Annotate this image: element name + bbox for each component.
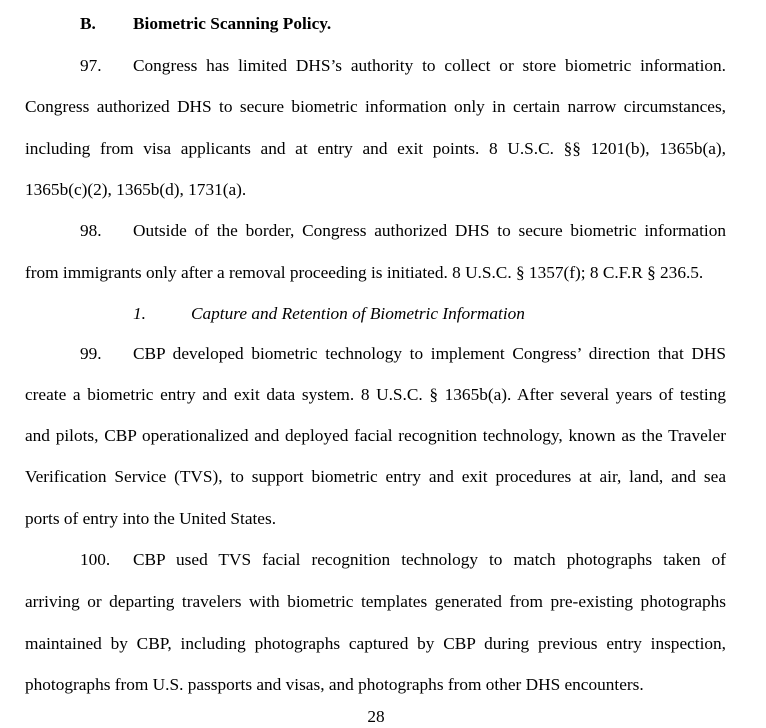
subsection-title: Capture and Retention of Biometric Information: [191, 304, 525, 323]
paragraph-line: arriving or departing travelers with biometric templates generated from pre-existing photographs: [25, 592, 726, 611]
section-letter: B.: [80, 14, 96, 33]
paragraph-number: 98.: [80, 221, 102, 240]
paragraph-line: from immigrants only after a removal proceeding is initiated. 8 U.S.C. § 1357(f); 8 C.F.R § 236.5.: [25, 263, 704, 282]
paragraph-line: CBP developed biometric technology to implement Congress’ direction that DHS: [133, 344, 726, 363]
paragraph-line: Congress authorized DHS to secure biometric information only in certain narrow circumstances,: [25, 97, 726, 116]
paragraph-line: photographs from U.S. passports and visas, and photographs from other DHS encounters.: [25, 675, 644, 694]
paragraph-line: CBP used TVS facial recognition technology to match photographs taken of: [133, 550, 726, 569]
paragraph-line: Congress has limited DHS’s authority to collect or store biometric information.: [133, 56, 726, 75]
paragraph-line: Verification Service (TVS), to support biometric entry and exit procedures at air, land, and sea: [25, 467, 726, 486]
paragraph-line: ports of entry into the United States.: [25, 509, 277, 528]
paragraph-line: Outside of the border, Congress authorized DHS to secure biometric information: [133, 221, 726, 240]
paragraph-number: 100.: [80, 550, 111, 569]
subsection-number: 1.: [133, 304, 146, 323]
paragraph-line: and pilots, CBP operationalized and deployed facial recognition technology, known as the Traveler: [25, 426, 726, 445]
paragraph-number: 97.: [80, 56, 102, 75]
section-title: Biometric Scanning Policy.: [133, 14, 332, 33]
paragraph-line: 1365b(c)(2), 1365b(d), 1731(a).: [25, 180, 247, 199]
paragraph-line: maintained by CBP, including photographs captured by CBP during previous entry inspection,: [25, 634, 726, 653]
paragraph-line: create a biometric entry and exit data system. 8 U.S.C. § 1365b(a). After several years of testing: [25, 385, 726, 404]
page-number: 28: [367, 707, 385, 726]
paragraph-number: 99.: [80, 344, 102, 363]
paragraph-line: including from visa applicants and at entry and exit points. 8 U.S.C. §§ 1201(b), 1365b(a),: [25, 139, 726, 158]
